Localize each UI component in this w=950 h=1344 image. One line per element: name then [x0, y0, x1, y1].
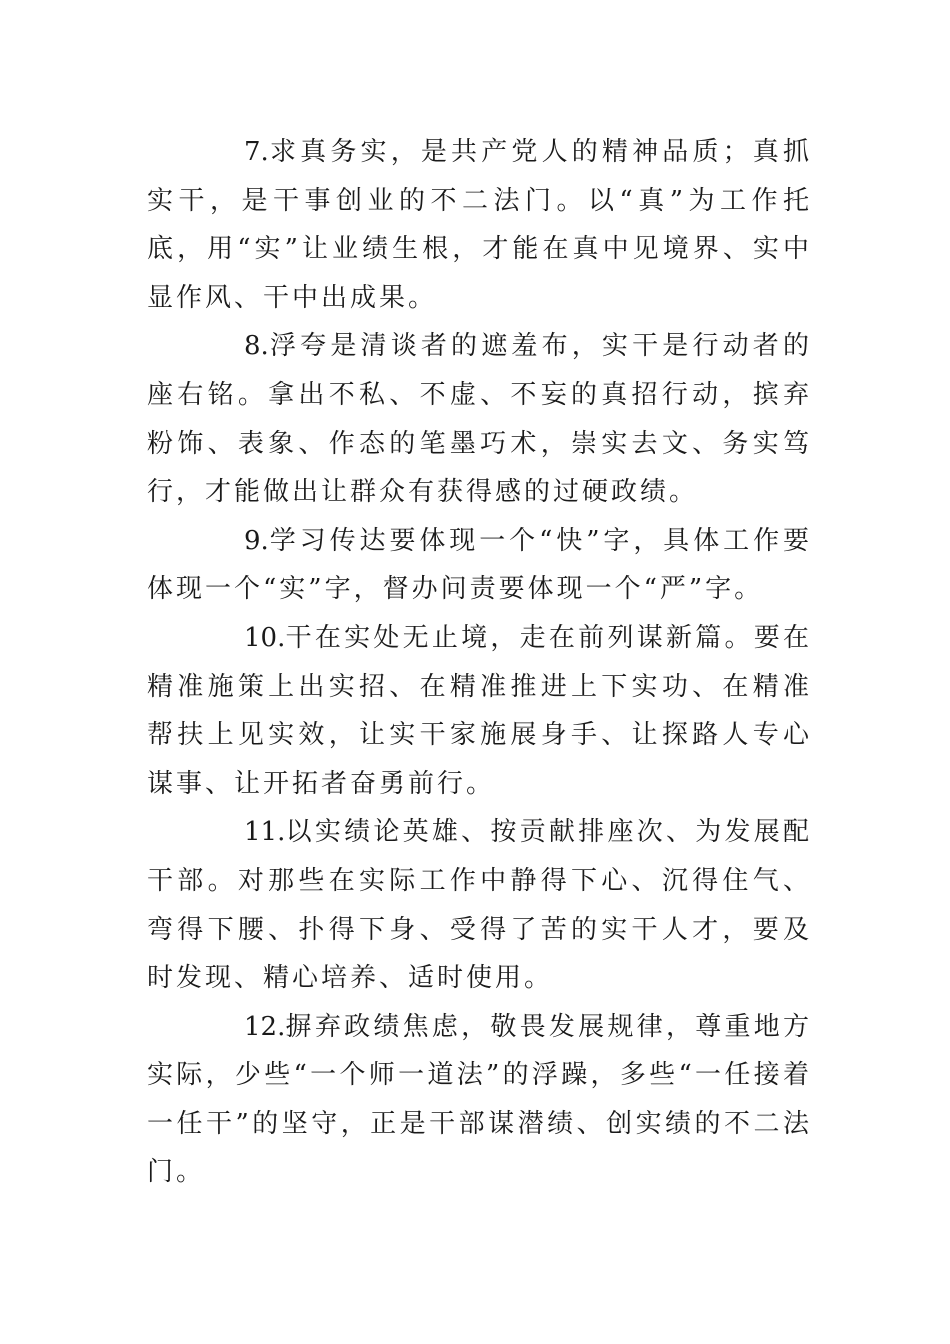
paragraph-7 — [147, 128, 812, 322]
paragraph-number: 10. — [244, 622, 286, 653]
paragraph-12 — [147, 1003, 812, 1197]
paragraph-10 — [147, 614, 812, 808]
paragraph-text: 摒弃政绩焦虑，敬畏发展规律，尊重地方实际，少些“一个师一道法”的浮躁，多些“一任接着一任干”的坚守，正是干部谋潜绩、创实绩的不二法门。 — [147, 1011, 812, 1188]
paragraph-text: 学习传达要体现一个“快”字，具体工作要体现一个“实”字，督办问责要体现一个“严”字。 — [147, 525, 812, 605]
document-body — [147, 128, 812, 1197]
paragraph-8 — [147, 322, 812, 516]
paragraph-number: 7. — [244, 137, 269, 167]
paragraph-number: 12. — [244, 1011, 286, 1042]
paragraph-number: 11. — [244, 817, 286, 848]
paragraph-text: 求真务实，是共产党人的精神品质；真抓实干，是干事创业的不二法门。以“真”为工作托底，用“实”让业绩生根，才能在真中见境界、实中显作风、干中出成果。 — [147, 137, 812, 313]
paragraph-text: 干在实处无止境，走在前列谋新篇。要在精准施策上出实招、在精准推进上下实功、在精准帮扶上见实效，让实干家施展身手、让探路人专心谋事、让开拓者奋勇前行。 — [147, 622, 812, 799]
paragraph-9 — [147, 517, 812, 614]
paragraph-number: 9. — [244, 525, 269, 556]
paragraph-text: 浮夸是清谈者的遮羞布，实干是行动者的座右铭。拿出不私、不虚、不妄的真招行动，摈弃粉饰、表象、作态的笔墨巧术，崇实去文、务实笃行，才能做出让群众有获得感的过硬政绩。 — [147, 331, 812, 508]
paragraph-text: 以实绩论英雄、按贡献排座次、为发展配干部。对那些在实际工作中静得下心、沉得住气、弯得下腰、扑得下身、受得了苦的实干人才，要及时发现、精心培养、适时使用。 — [147, 817, 812, 994]
paragraph-number: 8. — [244, 331, 269, 362]
paragraph-11 — [147, 808, 812, 1002]
